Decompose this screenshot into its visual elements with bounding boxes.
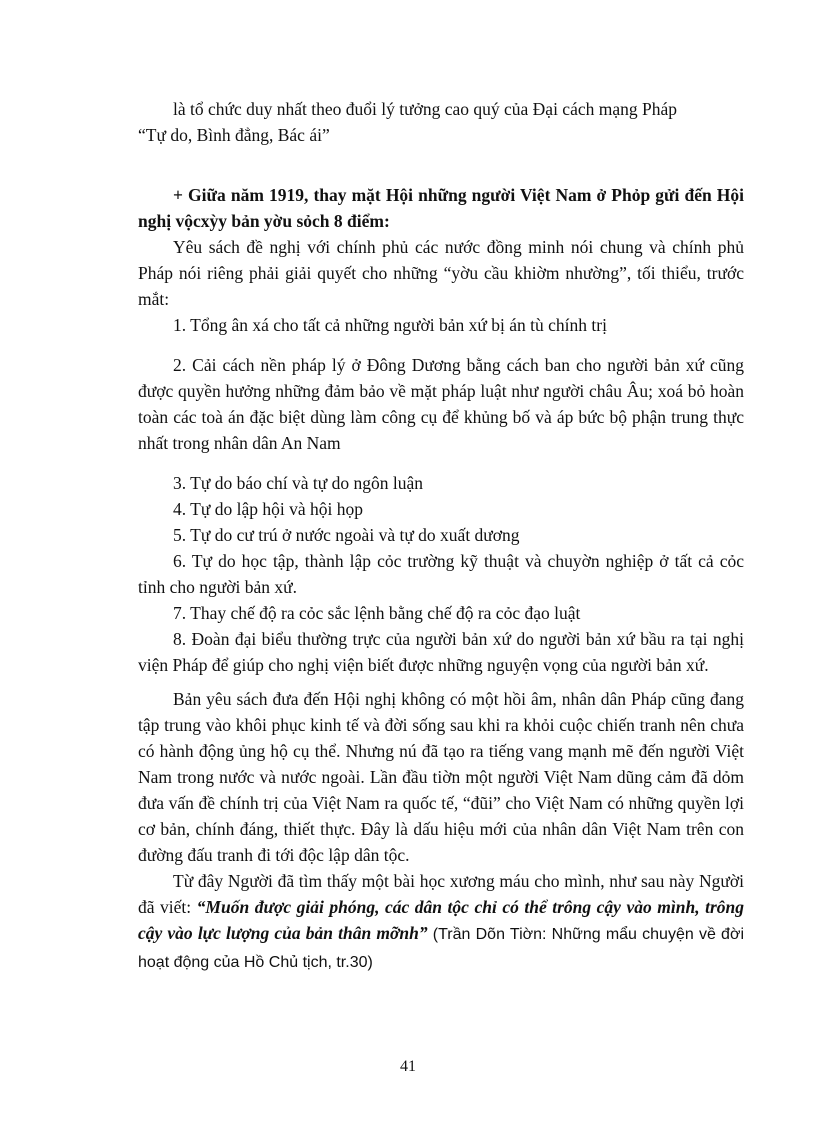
conclusion-paragraph [138, 868, 744, 976]
petition-intro: Yêu sách đề nghị với chính phủ các nước đồng minh nói chung và chính phủ Pháp nói riêng phải giải quyết cho những “yờu cầu khiờm nhường”, tối thiểu, trước mắt: [138, 237, 744, 309]
ho-chi-minh-quote: “Muốn được giải phóng, các dân tộc chỉ có thể trông cậy vào mình, trông cậy vào lực lượng của bản thân mỡnh” [138, 897, 744, 943]
conclusion-lead: Từ đây Người đã tìm thấy một bài học xương máu cho mình, như sau này Người đã viết: [138, 871, 744, 917]
demand-item-7: 7. Thay chế độ ra cỏc sắc lệnh bằng chế độ ra cỏc đạo luật [173, 603, 581, 623]
page-number: 41 [400, 1058, 416, 1075]
demand-item-8: 8. Đoàn đại biểu thường trực của người bản xứ do người bản xứ bầu ra tại nghị viện Pháp để giúp cho nghị viện biết được những nguyện vọng của người bản xứ. [138, 629, 744, 675]
demand-item-5: 5. Tự do cư trú ở nước ngoài và tự do xuất dương [173, 525, 520, 545]
intro-line-1: là tổ chức duy nhất theo đuổi lý tưởng cao quý của Đại cách mạng Pháp [173, 99, 677, 119]
demand-item-4: 4. Tự do lập hội và hội họp [173, 499, 363, 519]
quote-citation: (Trần Dõn Tiờn: Những mẩu chuyện về đời hoạt động của Hồ Chủ tịch, tr.30) [138, 926, 744, 971]
intro-line-2: “Tự do, Bình đẳng, Bác ái” [138, 125, 330, 145]
demand-item-1: 1. Tổng ân xá cho tất cả những người bản xứ bị án tù chính trị [173, 315, 607, 335]
section-heading: + Giữa năm 1919, thay mặt Hội những người Việt Nam ở Phỏp gửi đến Hội nghị vộcxỳy bản yờu sỏch 8 điểm: [138, 185, 744, 231]
demand-item-3: 3. Tự do báo chí và tự do ngôn luận [173, 473, 423, 493]
page-body [138, 96, 744, 976]
demand-item-6: 6. Tự do học tập, thành lập cỏc trường kỹ thuật và chuyờn nghiệp ở tất cả cỏc tỉnh cho người bản xứ. [138, 551, 744, 597]
demand-item-2: 2. Cải cách nền pháp lý ở Đông Dương bằng cách ban cho người bản xứ cũng được quyền hưởng những đảm bảo về mặt pháp luật như người châu Âu; xoá bỏ hoàn toàn các toà án đặc biệt dùng làm công cụ để khủng bố và áp bức bộ phận trung thực nhất trong nhân dân An Nam [138, 355, 744, 453]
analysis-paragraph: Bản yêu sách đưa đến Hội nghị không có một hồi âm, nhân dân Pháp cũng đang tập trung vào khôi phục kinh tế và đời sống sau khi ra khỏi cuộc chiến tranh nên chưa có hành động ủng hộ cụ thể. Nhưng nú đã tạo ra tiếng vang mạnh mẽ đến người Việt Nam trong nước và nước ngoài. Lần đầu tiờn một người Việt Nam dũng cảm đã dỏm đưa vấn đề chính trị của Việt Nam ra quốc tế, “đũi” cho Việt Nam có những quyền lợi cơ bản, chính đáng, thiết thực. Đây là dấu hiệu mới của nhân dân Việt Nam trên con đường đấu tranh đi tới độc lập dân tộc. [138, 689, 744, 865]
